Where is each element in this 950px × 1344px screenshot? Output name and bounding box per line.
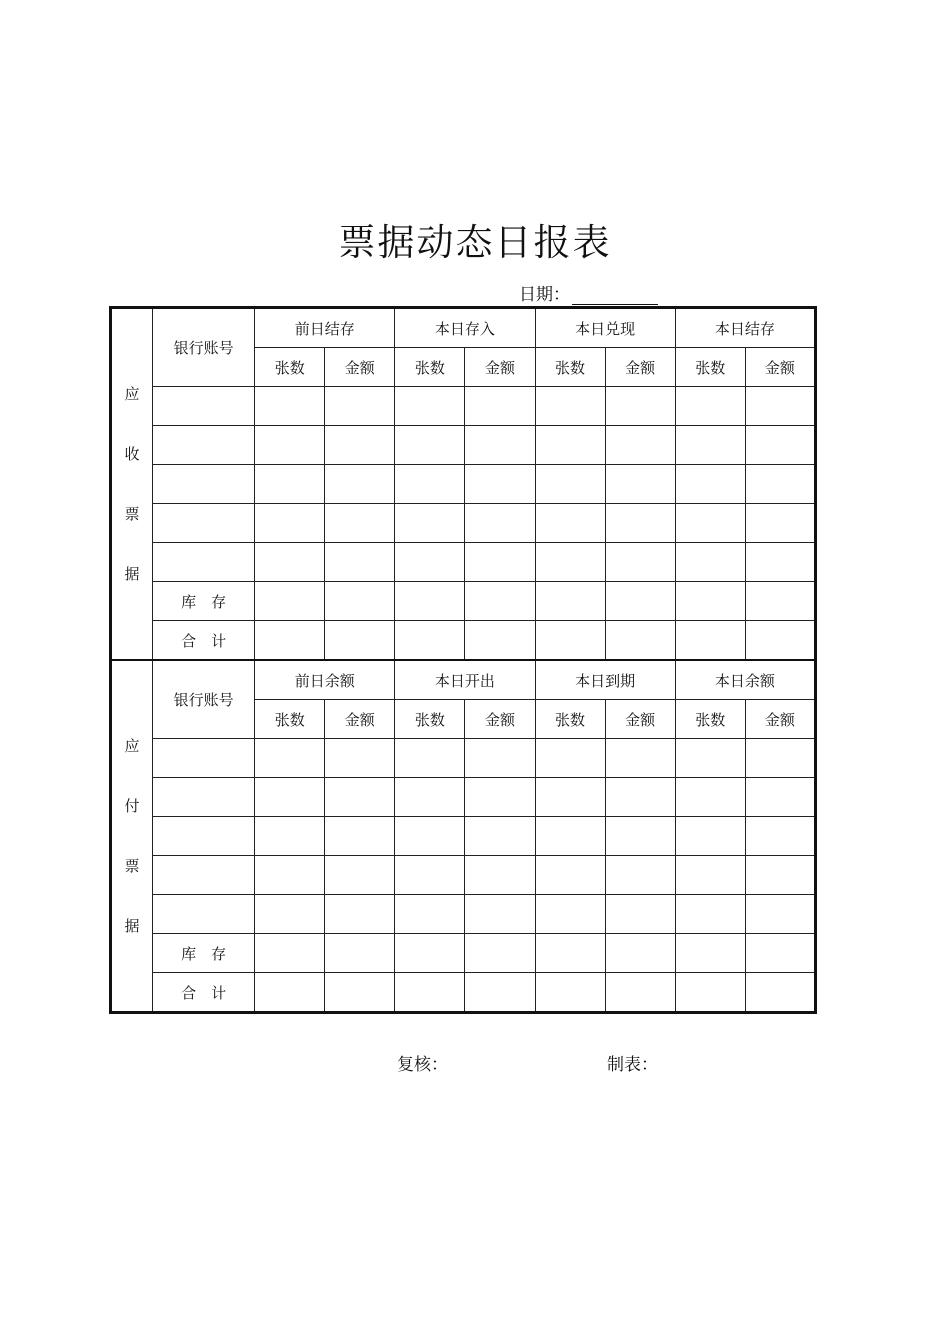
table-cell[interactable]	[535, 778, 605, 817]
table-cell[interactable]	[465, 856, 535, 895]
table-cell[interactable]	[153, 543, 255, 582]
table-cell[interactable]	[465, 582, 535, 621]
section-char: 收	[124, 444, 140, 463]
table-cell[interactable]	[535, 387, 605, 426]
table-cell[interactable]	[255, 856, 325, 895]
section-char: 应	[124, 384, 140, 403]
table-cell[interactable]	[255, 895, 325, 934]
report-table	[109, 306, 817, 1014]
table-cell[interactable]	[535, 543, 605, 582]
stock-row	[111, 582, 816, 621]
table-cell[interactable]	[605, 973, 675, 1013]
table-cell[interactable]	[675, 739, 745, 778]
group-header: 前日结存	[255, 308, 395, 348]
amount-header: 金额	[325, 700, 395, 739]
stock-label: 库 存	[153, 582, 255, 621]
table-cell[interactable]	[675, 543, 745, 582]
stock-label: 库 存	[153, 934, 255, 973]
table-cell[interactable]	[395, 895, 465, 934]
table-cell[interactable]	[535, 465, 605, 504]
table-cell[interactable]	[675, 621, 745, 661]
count-header: 张数	[535, 700, 605, 739]
table-row	[111, 895, 816, 934]
table-cell[interactable]	[255, 426, 325, 465]
table-cell[interactable]	[745, 504, 815, 543]
table-cell[interactable]	[745, 973, 815, 1013]
count-header: 张数	[255, 700, 325, 739]
table-cell[interactable]	[465, 973, 535, 1013]
count-header: 张数	[535, 348, 605, 387]
table-cell[interactable]	[325, 621, 395, 661]
date-field	[519, 280, 658, 305]
table-cell[interactable]	[325, 973, 395, 1013]
table-cell[interactable]	[605, 856, 675, 895]
table-cell[interactable]	[465, 426, 535, 465]
table-cell[interactable]	[605, 465, 675, 504]
table-cell[interactable]	[605, 739, 675, 778]
table-cell[interactable]	[153, 387, 255, 426]
table-row	[111, 504, 816, 543]
review-label: 复核：	[397, 1055, 448, 1075]
table-cell[interactable]	[395, 621, 465, 661]
table-cell[interactable]	[465, 934, 535, 973]
table-cell[interactable]	[605, 426, 675, 465]
table-row	[111, 778, 816, 817]
table-cell[interactable]	[325, 465, 395, 504]
table-cell[interactable]	[255, 817, 325, 856]
table-cell[interactable]	[153, 895, 255, 934]
count-header: 张数	[675, 700, 745, 739]
table-cell[interactable]	[395, 934, 465, 973]
stock-row	[111, 934, 816, 973]
table-cell[interactable]	[325, 778, 395, 817]
table-cell[interactable]	[325, 504, 395, 543]
table-cell[interactable]	[395, 739, 465, 778]
table-cell[interactable]	[465, 504, 535, 543]
table-cell[interactable]	[255, 739, 325, 778]
payable-header-row	[111, 660, 816, 700]
table-cell[interactable]	[675, 465, 745, 504]
table-cell[interactable]	[745, 426, 815, 465]
group-header: 本日存入	[395, 308, 535, 348]
table-cell[interactable]	[535, 739, 605, 778]
table-cell[interactable]	[675, 426, 745, 465]
table-cell[interactable]	[255, 504, 325, 543]
table-cell[interactable]	[153, 426, 255, 465]
table-cell[interactable]	[255, 387, 325, 426]
table-cell[interactable]	[745, 778, 815, 817]
table-cell[interactable]	[745, 582, 815, 621]
table-cell[interactable]	[535, 973, 605, 1013]
table-row	[111, 426, 816, 465]
section-char: 票	[124, 856, 140, 875]
prepared-label: 制表：	[607, 1055, 658, 1075]
date-label: 日期：	[519, 285, 570, 305]
table-cell[interactable]	[675, 895, 745, 934]
table-cell[interactable]	[745, 817, 815, 856]
table-cell[interactable]	[325, 934, 395, 973]
table-cell[interactable]	[153, 817, 255, 856]
table-row	[111, 856, 816, 895]
section-char: 付	[124, 796, 140, 815]
section-char: 应	[124, 736, 140, 755]
table-cell[interactable]	[465, 621, 535, 661]
table-cell[interactable]	[535, 504, 605, 543]
group-header: 本日到期	[535, 660, 675, 700]
group-header: 本日兑现	[535, 308, 675, 348]
table-cell[interactable]	[605, 504, 675, 543]
table-cell[interactable]	[605, 582, 675, 621]
table-cell[interactable]	[465, 543, 535, 582]
section-char: 据	[124, 564, 140, 583]
receivable-section-label	[111, 308, 153, 661]
receivable-header-row	[111, 308, 816, 348]
table-cell[interactable]	[535, 817, 605, 856]
table-cell[interactable]	[465, 387, 535, 426]
table-cell[interactable]	[745, 621, 815, 661]
total-label: 合 计	[153, 973, 255, 1013]
table-cell[interactable]	[605, 778, 675, 817]
table-cell[interactable]	[465, 739, 535, 778]
group-header: 本日开出	[395, 660, 535, 700]
group-header: 本日结存	[675, 308, 815, 348]
payable-section	[111, 660, 816, 1013]
table-cell[interactable]	[395, 778, 465, 817]
page-title: 票据动态日报表	[338, 221, 612, 264]
table-cell[interactable]	[325, 543, 395, 582]
table-cell[interactable]	[745, 856, 815, 895]
table-cell[interactable]	[325, 856, 395, 895]
table-cell[interactable]	[255, 621, 325, 661]
table-cell[interactable]	[535, 856, 605, 895]
table-cell[interactable]	[325, 739, 395, 778]
table-cell[interactable]	[153, 778, 255, 817]
table-cell[interactable]	[395, 856, 465, 895]
table-cell[interactable]	[325, 817, 395, 856]
table-cell[interactable]	[675, 856, 745, 895]
table-cell[interactable]	[465, 778, 535, 817]
table-cell[interactable]	[675, 817, 745, 856]
total-row	[111, 621, 816, 661]
amount-header: 金额	[605, 700, 675, 739]
receivable-section	[111, 308, 816, 661]
table-cell[interactable]	[465, 817, 535, 856]
table-row	[111, 817, 816, 856]
table-cell[interactable]	[535, 934, 605, 973]
amount-header: 金额	[745, 348, 815, 387]
table-cell[interactable]	[395, 582, 465, 621]
group-header: 前日余额	[255, 660, 395, 700]
table-cell[interactable]	[395, 387, 465, 426]
table-cell[interactable]	[153, 739, 255, 778]
amount-header: 金额	[325, 348, 395, 387]
table-cell[interactable]	[395, 543, 465, 582]
amount-header: 金额	[465, 348, 535, 387]
table-cell[interactable]	[395, 504, 465, 543]
table-cell[interactable]	[255, 778, 325, 817]
table-cell[interactable]	[675, 778, 745, 817]
table-cell[interactable]	[325, 895, 395, 934]
table-cell[interactable]	[745, 543, 815, 582]
table-cell[interactable]	[325, 387, 395, 426]
table-cell[interactable]	[745, 465, 815, 504]
table-cell[interactable]	[153, 504, 255, 543]
table-row	[111, 739, 816, 778]
section-char: 据	[124, 916, 140, 935]
section-char: 票	[124, 504, 140, 523]
table-cell[interactable]	[605, 817, 675, 856]
table-cell[interactable]	[465, 465, 535, 504]
table-cell[interactable]	[395, 973, 465, 1013]
total-label: 合 计	[153, 621, 255, 661]
group-header: 本日余额	[675, 660, 815, 700]
table-cell[interactable]	[153, 465, 255, 504]
count-header: 张数	[395, 700, 465, 739]
table-cell[interactable]	[255, 582, 325, 621]
payable-section-label	[111, 660, 153, 1013]
table-cell[interactable]	[605, 934, 675, 973]
table-cell[interactable]	[153, 856, 255, 895]
count-header: 张数	[395, 348, 465, 387]
table-cell[interactable]	[395, 465, 465, 504]
table-row	[111, 465, 816, 504]
amount-header: 金额	[605, 348, 675, 387]
table-cell[interactable]	[675, 504, 745, 543]
count-header: 张数	[255, 348, 325, 387]
date-blank[interactable]	[572, 286, 658, 305]
total-row	[111, 973, 816, 1013]
table-cell[interactable]	[255, 465, 325, 504]
table-cell[interactable]	[675, 973, 745, 1013]
table-cell[interactable]	[745, 387, 815, 426]
table-cell[interactable]	[745, 934, 815, 973]
table-cell[interactable]	[255, 973, 325, 1013]
table-cell[interactable]	[465, 895, 535, 934]
table-cell[interactable]	[535, 895, 605, 934]
amount-header: 金额	[745, 700, 815, 739]
table-cell[interactable]	[675, 934, 745, 973]
table-cell[interactable]	[395, 426, 465, 465]
table-row	[111, 387, 816, 426]
table-row	[111, 543, 816, 582]
table-cell[interactable]	[745, 739, 815, 778]
table-cell[interactable]	[325, 582, 395, 621]
table-cell[interactable]	[605, 895, 675, 934]
table-cell[interactable]	[325, 426, 395, 465]
amount-header: 金额	[465, 700, 535, 739]
bank-account-header: 银行账号	[153, 660, 255, 739]
table-cell[interactable]	[535, 582, 605, 621]
table-cell[interactable]	[255, 934, 325, 973]
table-cell[interactable]	[535, 426, 605, 465]
table-cell[interactable]	[605, 543, 675, 582]
table-cell[interactable]	[675, 387, 745, 426]
table-cell[interactable]	[745, 895, 815, 934]
table-cell[interactable]	[675, 582, 745, 621]
table-cell[interactable]	[255, 543, 325, 582]
bank-account-header: 银行账号	[153, 308, 255, 387]
table-cell[interactable]	[535, 621, 605, 661]
count-header: 张数	[675, 348, 745, 387]
table-cell[interactable]	[605, 387, 675, 426]
table-cell[interactable]	[605, 621, 675, 661]
table-cell[interactable]	[395, 817, 465, 856]
